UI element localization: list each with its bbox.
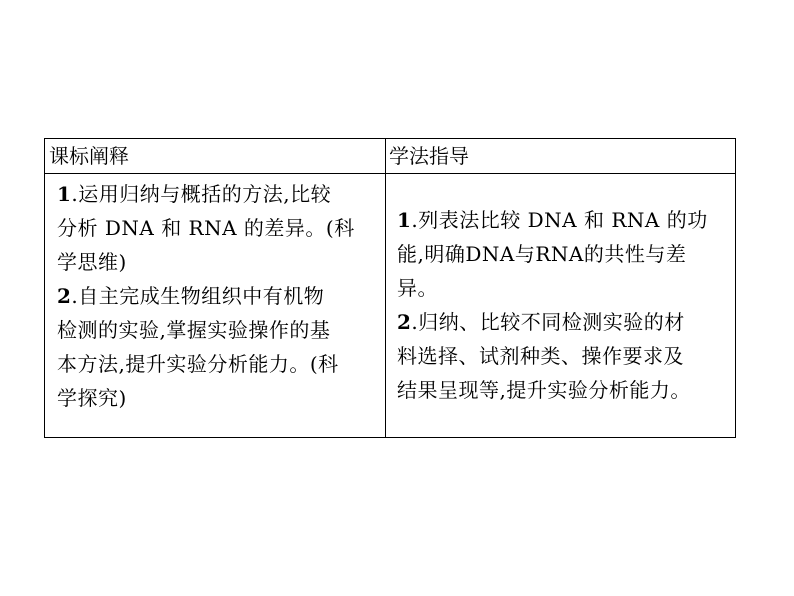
curriculum-content	[57, 177, 379, 415]
item-line: 检测的实验,掌握实验操作的基	[57, 318, 331, 342]
header-curriculum: 课标阐释	[49, 144, 129, 168]
item-line: .运用归纳与概括的方法,比较	[71, 182, 332, 206]
item-line: .归纳、比较不同检测实验的材	[411, 310, 685, 334]
item-number: 1	[397, 208, 412, 232]
item-line: 学思维)	[57, 250, 127, 274]
curriculum-item-2	[57, 279, 379, 415]
item-line: 异。	[397, 276, 438, 300]
item-line: 学探究)	[57, 386, 127, 410]
item-number: 1	[57, 182, 72, 206]
item-line: 能,明确DNA与RNA的共性与差	[397, 242, 687, 266]
header-study-guidance: 学法指导	[389, 144, 469, 168]
item-line: 本方法,提升实验分析能力。(科	[57, 352, 339, 376]
item-line: 分析 DNA 和 RNA 的差异。(科	[57, 216, 355, 240]
item-number: 2	[397, 310, 412, 334]
curriculum-item-1	[57, 177, 379, 279]
guidance-item-2	[397, 305, 731, 407]
comparison-table	[44, 138, 736, 438]
item-line: .自主完成生物组织中有机物	[71, 284, 325, 308]
header-divider	[45, 173, 735, 174]
item-line: .列表法比较 DNA 和 RNA 的功	[411, 208, 708, 232]
item-line: 结果呈现等,提升实验分析能力。	[397, 378, 691, 402]
item-line: 料选择、试剂种类、操作要求及	[397, 344, 684, 368]
study-guidance-content	[397, 203, 731, 407]
item-number: 2	[57, 284, 72, 308]
guidance-item-1	[397, 203, 731, 305]
column-divider	[385, 139, 386, 437]
